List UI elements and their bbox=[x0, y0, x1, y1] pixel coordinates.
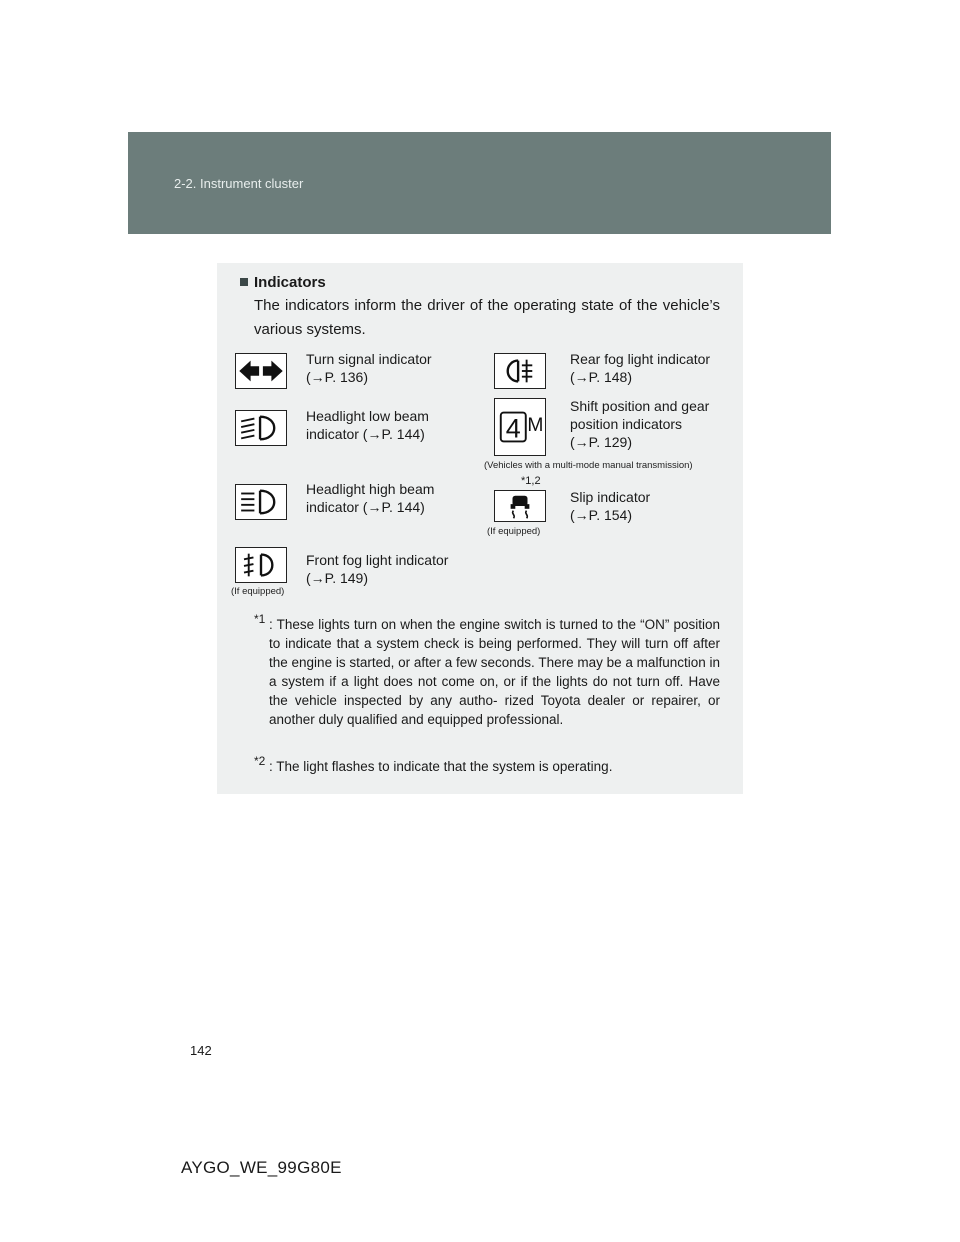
document-code: AYGO_WE_99G80E bbox=[181, 1158, 342, 1177]
page-number: 142 bbox=[190, 1043, 212, 1058]
low-beam-label: Headlight low beam indicator (→P. 144) bbox=[306, 408, 429, 442]
panel-heading: Indicators bbox=[254, 274, 326, 291]
front-fog-light-icon bbox=[235, 547, 287, 583]
slip-note: (If equipped) bbox=[487, 526, 541, 537]
slip-indicator-icon bbox=[494, 490, 546, 522]
turn-signal-label: Turn signal indicator (→P. 136) bbox=[306, 351, 432, 385]
front-fog-label: Front fog light indicator (→P. 149) bbox=[306, 552, 449, 586]
slip-label: Slip indicator (→P. 154) bbox=[570, 489, 651, 523]
footnote-1-text: : These lights turn on when the engine switch is turned to the “ON” position to indicate that a system check is being performed. They will turn off after the engine is started, or after a few seconds. There may be a malfunction in a system if a light does not come on, or if the lights do not turn off. Have the vehicle inspected by any autho- rized Toyota dealer or repairer, or another duly qualified and equipped professional. bbox=[269, 617, 720, 727]
rear-fog-label: Rear fog light indicator (→P. 148) bbox=[570, 351, 711, 385]
footnote-1-marker: *1 bbox=[254, 612, 266, 626]
shift-digit: 4 bbox=[505, 413, 521, 444]
shift-letter: M bbox=[527, 414, 544, 436]
high-beam-label: Headlight high beam indicator (→P. 144) bbox=[306, 481, 435, 515]
footnote-2-text: : The light flashes to indicate that the system is operating. bbox=[269, 759, 613, 774]
panel-intro: The indicators inform the driver of the operating state of the vehicle’s various systems. bbox=[254, 297, 720, 338]
rear-fog-light-icon bbox=[494, 353, 546, 389]
shift-position-note: (Vehicles with a multi-mode manual transmission) bbox=[484, 460, 693, 471]
footnote-2-marker: *2 bbox=[254, 754, 266, 768]
turn-signal-icon bbox=[235, 353, 287, 389]
slip-footnote-marker: *1,2 bbox=[521, 475, 541, 487]
shift-position-label: Shift position and gear position indicators (→P. 129) bbox=[570, 398, 710, 450]
shift-position-icon bbox=[494, 398, 546, 456]
section-title: 2-2. Instrument cluster bbox=[174, 176, 304, 191]
high-beam-icon bbox=[235, 484, 287, 520]
bullet-square-icon bbox=[240, 278, 248, 286]
front-fog-note: (If equipped) bbox=[231, 586, 285, 597]
low-beam-icon bbox=[235, 410, 287, 446]
